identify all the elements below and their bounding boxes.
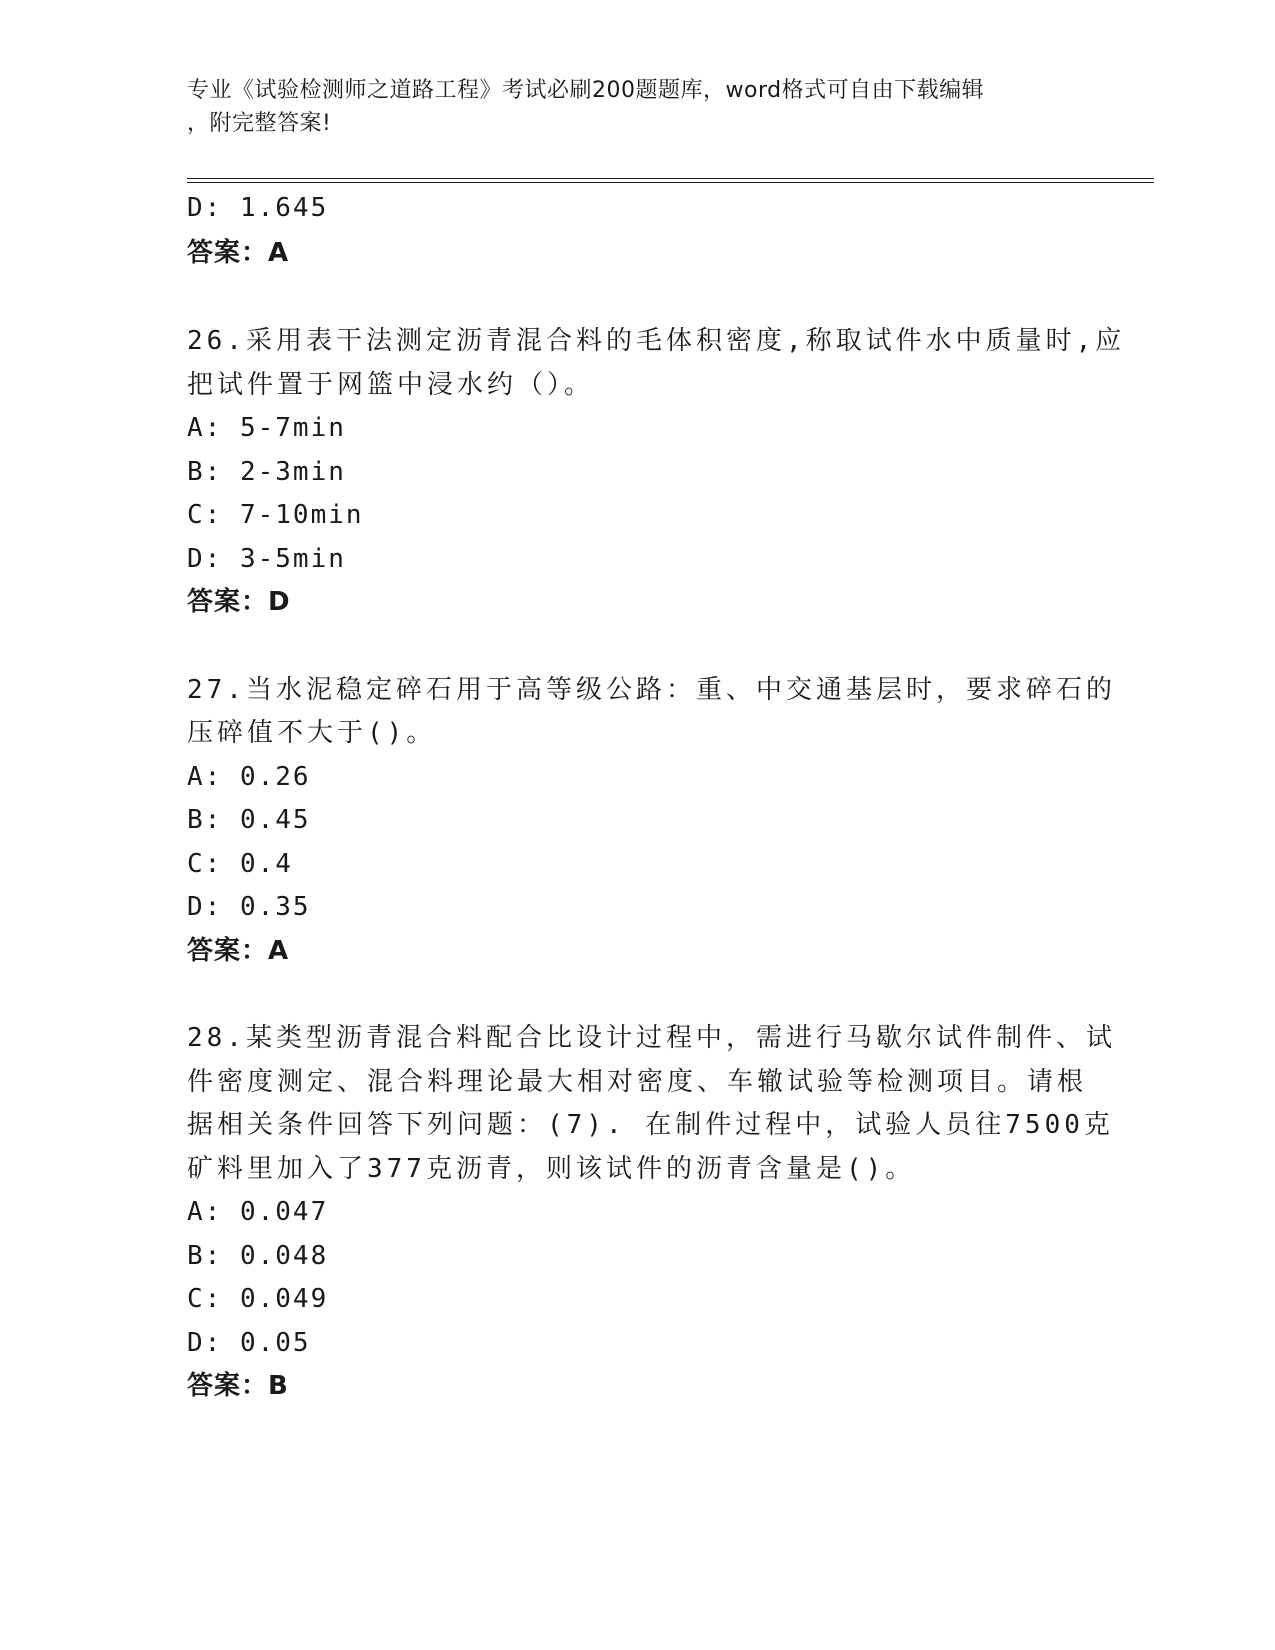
option-a: A: 5-7min <box>187 413 346 443</box>
option-b: B: 0.45 <box>187 805 311 835</box>
prev-answer: 答案：A <box>187 238 290 268</box>
option-d: D: 0.35 <box>187 892 311 922</box>
question-stem-line: 件密度测定、混合料理论最大相对密度、车辙试验等检测项目。请根 <box>187 1067 1088 1097</box>
question-stem-line: 把试件置于网篮中浸水约（）。 <box>187 370 595 400</box>
header-title-line-1: 专业《试验检测师之道路工程》考试必刷200题题库，word格式可自由下载编辑 <box>187 78 985 103</box>
page-header <box>187 74 1067 140</box>
option-a: A: 0.26 <box>187 762 311 792</box>
question-stem-line: 矿料里加入了377克沥青，则该试件的沥青含量是()。 <box>187 1154 916 1184</box>
question-stem-line: 压碎值不大于()。 <box>187 718 437 748</box>
question-stem-line: 27.当水泥稳定碎石用于高等级公路：重、中交通基层时，要求碎石的 <box>187 675 1116 705</box>
option-b: B: 0.048 <box>187 1241 329 1271</box>
option-d: D: 3-5min <box>187 544 346 574</box>
answer: 答案：B <box>187 1371 289 1401</box>
question-stem-line: 26.采用表干法测定沥青混合料的毛体积密度,称取试件水中质量时,应 <box>187 326 1126 356</box>
prev-option-d: D: 1.645 <box>187 193 329 223</box>
option-c: C: 0.4 <box>187 849 293 879</box>
header-divider <box>187 178 1154 183</box>
answer: 答案：D <box>187 587 291 617</box>
option-d: D: 0.05 <box>187 1328 311 1358</box>
question-stem-line: 28.某类型沥青混合料配合比设计过程中，需进行马歇尔试件制件、试 <box>187 1023 1116 1053</box>
option-a: A: 0.047 <box>187 1197 329 1227</box>
option-c: C: 0.049 <box>187 1284 329 1314</box>
question-stem-line: 据相关条件回答下列问题：(7). 在制件过程中，试验人员往7500克 <box>187 1110 1114 1140</box>
option-b: B: 2-3min <box>187 457 346 487</box>
answer: 答案：A <box>187 936 290 966</box>
option-c: C: 7-10min <box>187 500 364 530</box>
header-title-line-2: ，附完整答案! <box>187 111 332 136</box>
